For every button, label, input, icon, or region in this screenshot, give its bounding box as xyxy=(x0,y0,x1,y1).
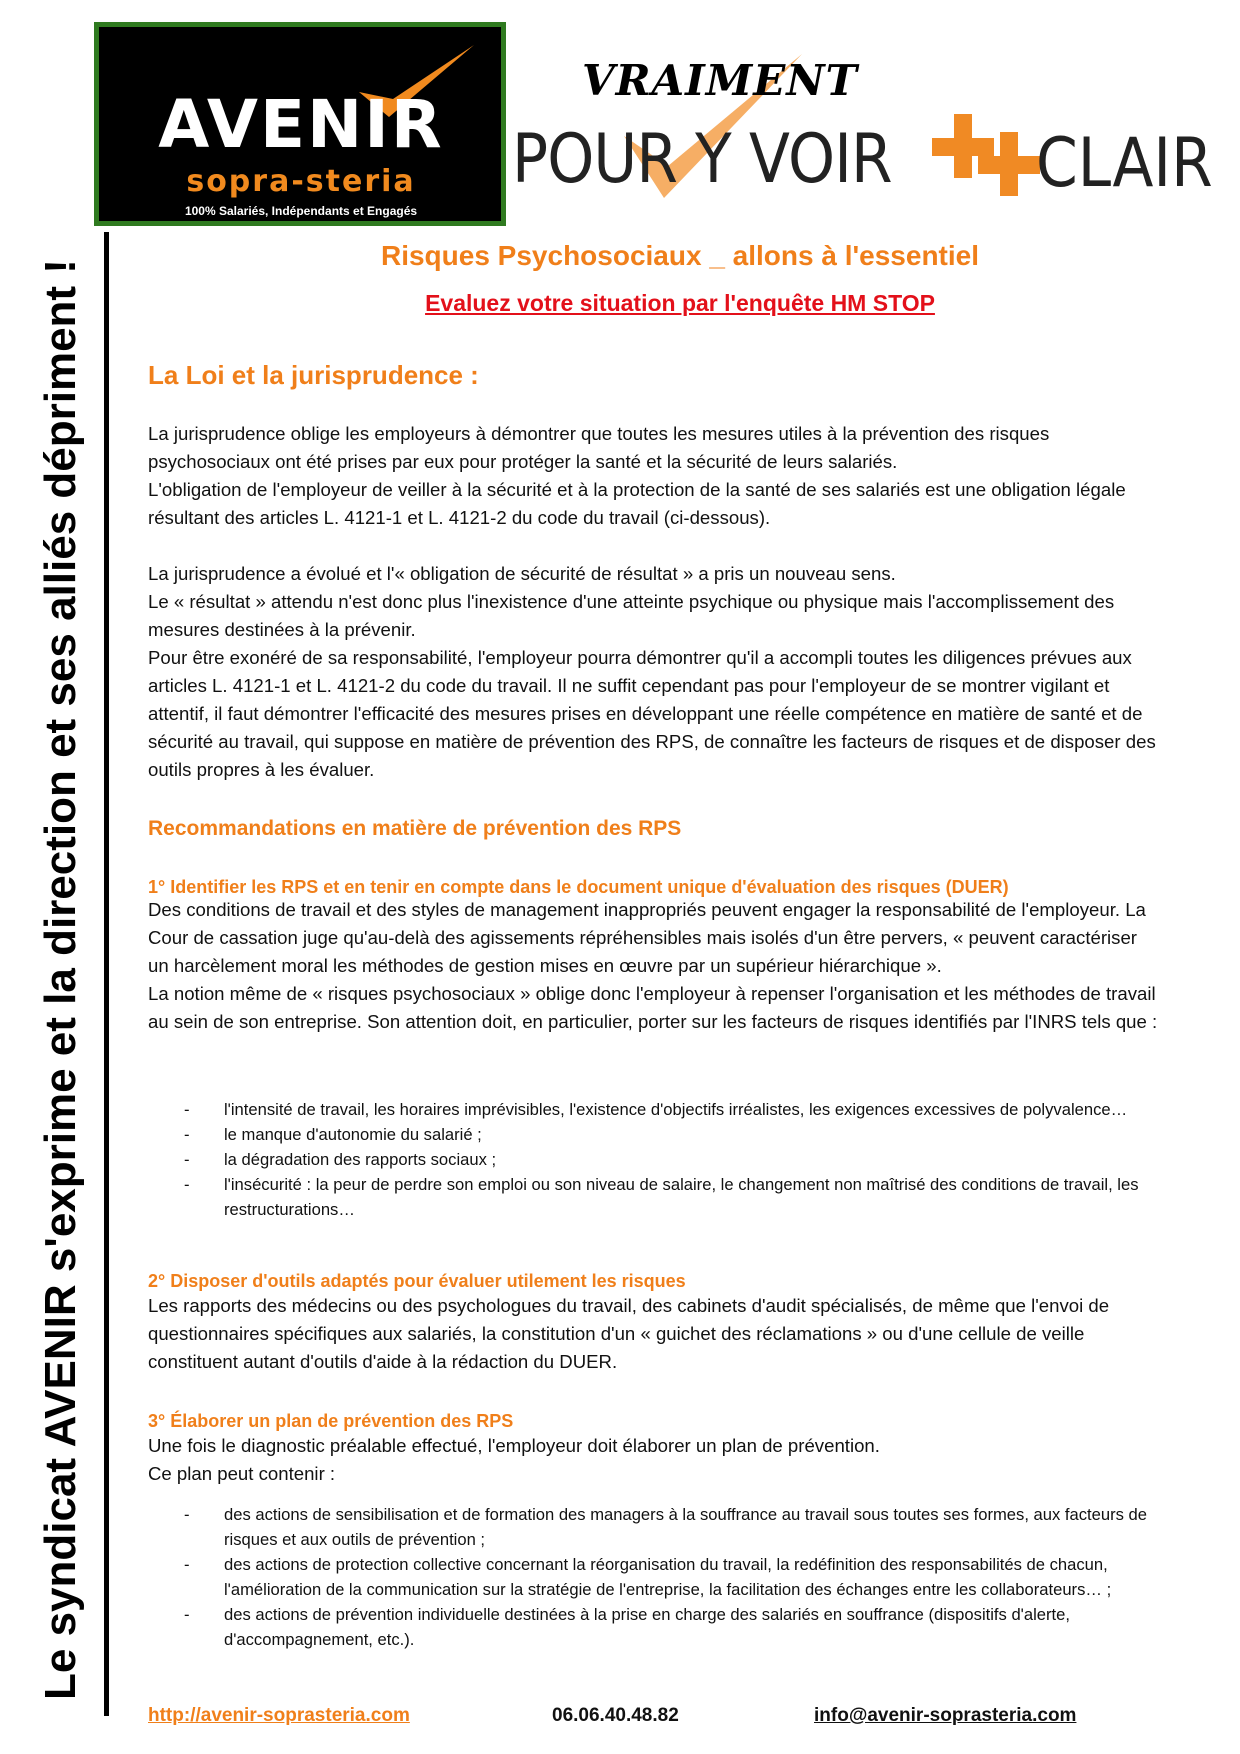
headline-pour-y-voir: POUR Y VOIR xyxy=(512,120,892,199)
bullet-dash: - xyxy=(184,1605,190,1624)
subsection-heading-2: 2° Disposer d'outils adaptés pour évaluer utilement les risques xyxy=(148,1271,686,1291)
page-subtitle: Evaluez votre situation par l'enquête HM STOP xyxy=(425,290,935,316)
list-item-text: des actions de sensibilisation et de formation des managers à la souffrance au travail sous toutes ses formes, aux facteurs de risques et aux outils de prévention ; xyxy=(224,1505,1147,1549)
avenir-logo xyxy=(94,22,506,226)
paragraph: La jurisprudence oblige les employeurs à démontrer que toutes les mesures utiles à la prévention des risques psychosociaux ont été prises par eux pour protéger la santé et la sécurité de leurs salariés. xyxy=(148,423,1050,472)
paragraph: L'obligation de l'employeur de veiller à la sécurité et à la protection de la santé de ses salariés est une obligation légale résultant des articles L. 4121-1 et L. 4121-2 du code du travail (ci-dessous). xyxy=(148,479,1126,528)
phone-number: 06.06.40.48.82 xyxy=(552,1705,679,1726)
list-item-text: l'insécurité : la peur de perdre son emploi ou son niveau de salaire, le changement non maîtrisé des conditions de travail, les restructurations… xyxy=(224,1175,1139,1219)
bullet-dash: - xyxy=(184,1150,190,1169)
logo-name: AVENIR xyxy=(158,86,444,163)
bullet-dash: - xyxy=(184,1125,190,1144)
list-item xyxy=(148,1097,1168,1122)
side-slogan: Le syndicat AVENIR s'exprime et la direction et ses alliés dépriment ! xyxy=(36,259,85,1700)
double-plus-icon xyxy=(932,110,1042,200)
subsection-heading-3: 3° Élaborer un plan de prévention des RPS xyxy=(148,1411,514,1431)
paragraph: Ce plan peut contenir : xyxy=(148,1463,336,1484)
page-title: Risques Psychosociaux _ allons à l'essentiel xyxy=(380,240,980,271)
paragraph: Les rapports des médecins ou des psychologues du travail, des cabinets d'audit spécialisés, de même que l'envoi de questionnaires spécifiques aux salariés, la constitution d'un « guichet des réclamations » ou d'une cellule de veille constituent autant d'outils d'aide à la rédaction du DUER. xyxy=(148,1295,1110,1372)
s1-paragraphs xyxy=(148,896,1162,1036)
bullet-dash: - xyxy=(184,1175,190,1194)
vertical-rule xyxy=(104,232,109,1716)
list-item xyxy=(148,1552,1168,1602)
subsection-heading-1: 1° Identifier les RPS et en tenir en compte dans le document unique d'évaluation des risques (DUER) xyxy=(148,877,1009,897)
list-item xyxy=(148,1502,1168,1552)
loi-block-1 xyxy=(148,420,1162,532)
paragraph: La notion même de « risques psychosociaux » oblige donc l'employeur à repenser l'organisation et les méthodes de travail au sein de son entreprise. Son attention doit, en particulier, porter sur les facteurs de risques identifiés par l'INRS tels que : xyxy=(148,983,1158,1032)
logo-sub: sopra-steria xyxy=(186,164,416,199)
bullet-dash: - xyxy=(184,1555,190,1574)
list-item xyxy=(148,1122,1168,1147)
list-item xyxy=(148,1147,1168,1172)
bullet-dash: - xyxy=(184,1505,190,1524)
paragraph: Une fois le diagnostic préalable effectué, l'employeur doit élaborer un plan de prévention. xyxy=(148,1435,880,1456)
list-item-text: des actions de prévention individuelle destinées à la prise en charge des salariés en souffrance (dispositifs d'alerte, d'accompagnement, etc.). xyxy=(224,1605,1070,1649)
logo-tagline: 100% Salariés, Indépendants et Engagés xyxy=(184,204,418,218)
list-item xyxy=(148,1172,1168,1222)
loi-block-2 xyxy=(148,560,1162,784)
paragraph: La jurisprudence a évolué et l'« obligation de sécurité de résultat » a pris un nouveau sens. xyxy=(148,563,896,584)
s2-paragraphs xyxy=(148,1292,1162,1376)
headline-vraiment: VRAIMENT xyxy=(582,56,858,105)
list-item xyxy=(148,1602,1168,1652)
bullet-dash: - xyxy=(184,1100,190,1119)
s3-bullet-list xyxy=(148,1502,1168,1652)
section-heading-loi: La Loi et la jurisprudence : xyxy=(148,360,479,390)
paragraph: Des conditions de travail et des styles de management inappropriés peuvent engager la responsabilité de l'employeur. La Cour de cassation juge qu'au-delà des agissements répréhensibles mais isolés d'un être pervers, « peuvent caractériser un harcèlement moral les méthodes de gestion mises en œuvre par un supérieur hiérarchique ». xyxy=(148,899,1146,976)
s1-bullet-list xyxy=(148,1097,1168,1222)
s3-paragraphs xyxy=(148,1432,1162,1488)
list-item-text: le manque d'autonomie du salarié ; xyxy=(224,1125,482,1144)
website-link[interactable]: http://avenir-soprasteria.com xyxy=(148,1705,410,1726)
list-item-text: la dégradation des rapports sociaux ; xyxy=(224,1150,497,1169)
list-item-text: des actions de protection collective concernant la réorganisation du travail, la redéfinition des responsabilités de chacun, l'amélioration de la communication sur la stratégie de l'entreprise, la facilitation des échanges entre les collaborateurs… ; xyxy=(224,1555,1112,1599)
headline-clair: CLAIR xyxy=(1036,124,1213,203)
email-link[interactable]: info@avenir-soprasteria.com xyxy=(814,1705,1077,1726)
paragraph: Pour être exonéré de sa responsabilité, l'employeur pourra démontrer qu'il a accompli toutes les diligences prévues aux articles L. 4121-1 et L. 4121-2 du code du travail. Il ne suffit cependant pas pour l'employeur de se montrer vigilant et attentif, il faut démontrer l'efficacité des mesures prises en développant une réelle compétence en matière de santé et de sécurité au travail, qui suppose en matière de prévention des RPS, de connaître les facteurs de risques et de disposer des outils propres à les évaluer. xyxy=(148,647,1156,780)
section-heading-reco: Recommandations en matière de prévention des RPS xyxy=(148,817,682,840)
paragraph: Le « résultat » attendu n'est donc plus l'inexistence d'une atteinte psychique ou physique mais l'accomplissement des mesures destinées à la prévenir. xyxy=(148,591,1115,640)
list-item-text: l'intensité de travail, les horaires imprévisibles, l'existence d'objectifs irréalistes, les exigences excessives de polyvalence… xyxy=(224,1100,1128,1119)
